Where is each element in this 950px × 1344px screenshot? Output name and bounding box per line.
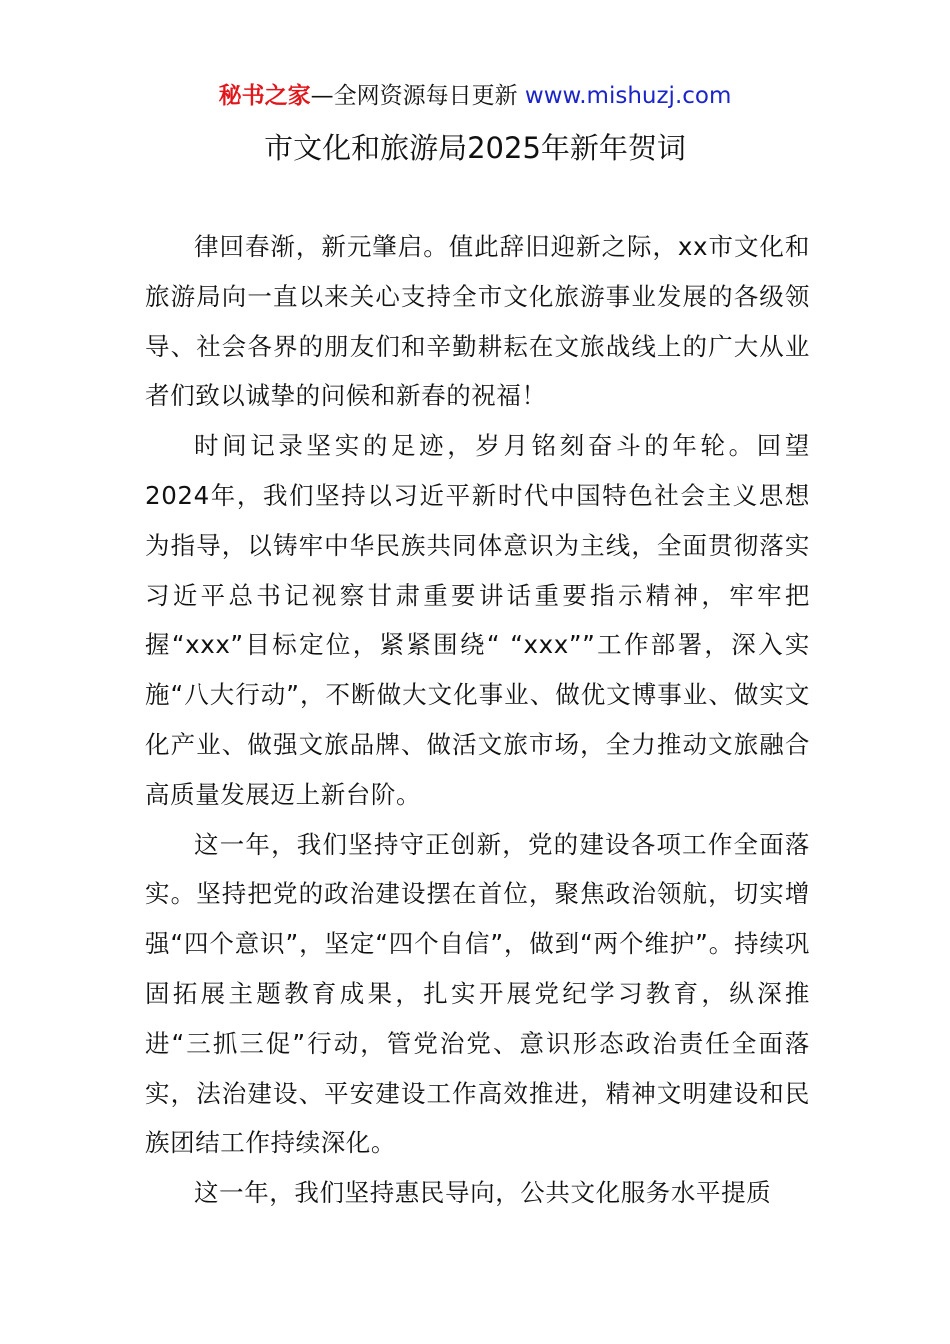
brand-name: 秘书之家 bbox=[218, 83, 311, 109]
paragraph-public-service: 这一年，我们坚持惠民导向，公共文化服务水平提质 bbox=[194, 1178, 772, 1208]
site-header bbox=[0, 80, 950, 112]
document-title: 市文化和旅游局2025年新年贺词 bbox=[264, 131, 686, 165]
paragraph-party-building: 这一年，我们坚持守正创新，党的建设各项工作全面落实。坚持把党的政治建设摆在首位，聚焦政治领航，切实增强“四个意识”，坚定“四个自信”，做到“两个维护”。持续巩固拓展主题教育成果，扎实开展党纪学习教育，纵深推进“三抓三促”行动，管党治党、意识形态政治责任全面落实，法治建设、平安建设工作高效推进，精神文明建设和民族团结工作持续深化。 bbox=[145, 829, 810, 1158]
paragraph-review-2024: 时间记录坚实的足迹，岁月铭刻奋斗的年轮。回望2024年，我们坚持以习近平新时代中国特色社会主义思想为指导，以铸牢中华民族共同体意识为主线，全面贯彻落实习近平总书记视察甘肃重要讲话重要指示精神，牢牢把握“xxx”目标定位，紧紧围绕“ “xxx””工作部署，深入实施“八大行动”，不断做大文化事业、做优文博事业、做实文化产业、做强文旅品牌、做活文旅市场，全力推动文旅融合高质量发展迈上新台阶。 bbox=[145, 431, 810, 809]
site-url-link[interactable]: www.mishuzj.com bbox=[524, 83, 732, 109]
paragraph-greeting: 律回春渐，新元肇启。值此辞旧迎新之际，xx市文化和旅游局向一直以来关心支持全市文化旅游事业发展的各级领导、社会各界的朋友们和辛勤耕耘在文旅战线上的广大从业者们致以诚挚的问候和新春的祝福！ bbox=[145, 232, 810, 411]
document-body bbox=[145, 222, 810, 1218]
site-tagline: —全网资源每日更新 bbox=[310, 83, 518, 109]
